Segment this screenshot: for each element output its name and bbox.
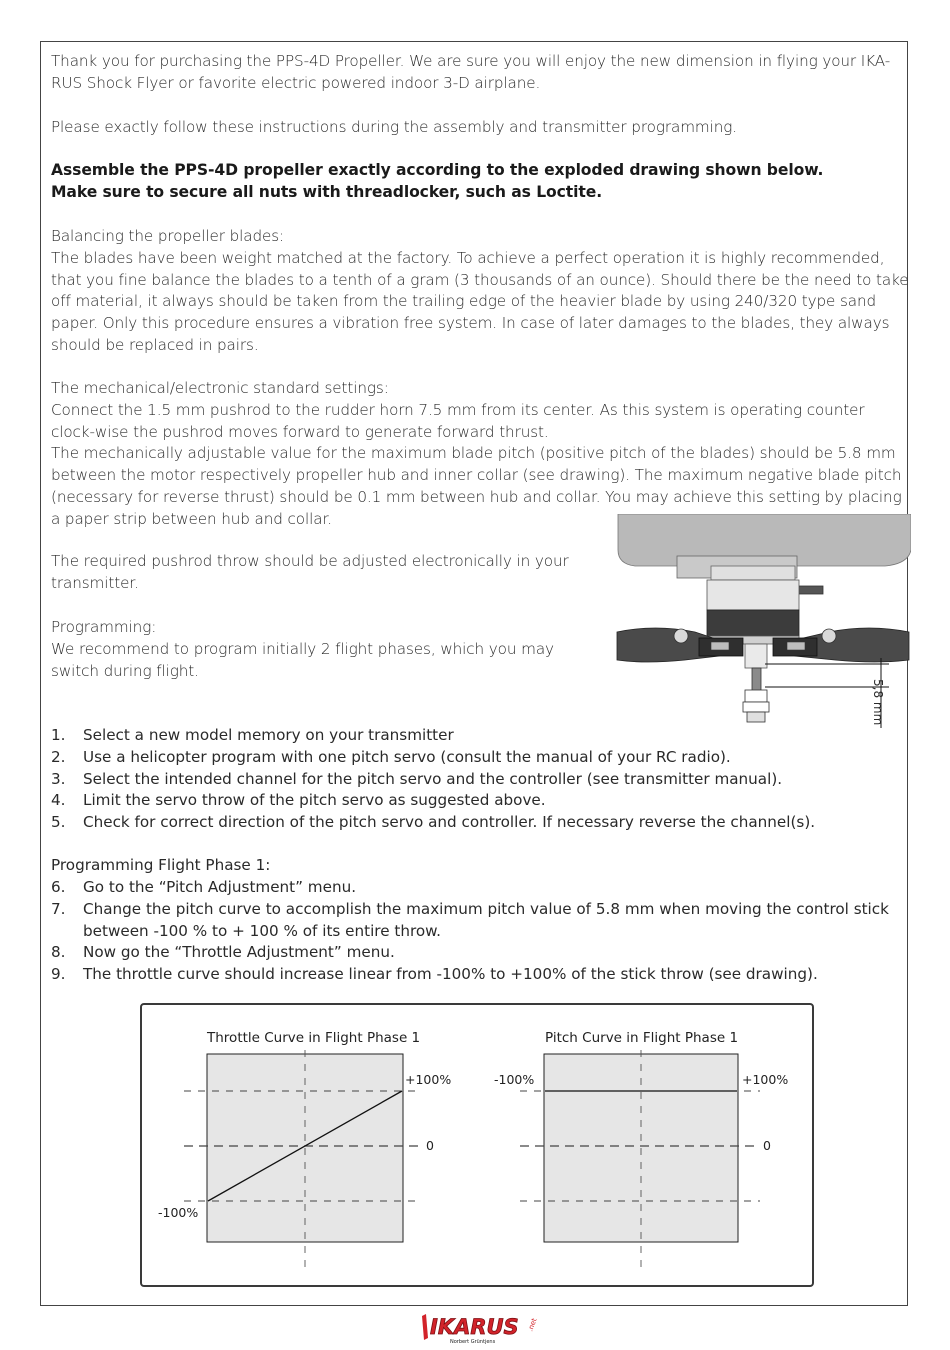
- settings-line1: Connect the 1.5 mm pushrod to the rudder horn 7.5 mm from its center. As this system is operating counter clock-wise the pushrod moves forward to generate forward thrust.: [51, 400, 865, 441]
- list-item: 4. Limit the servo throw of the pitch servo as suggested above.: [51, 791, 546, 810]
- pushrod-throw-text: The required pushrod throw should be adjusted electronically in your transmitter.: [51, 552, 569, 592]
- programming-section: [51, 617, 566, 682]
- instructions-note: [51, 117, 911, 139]
- balancing-heading: Balancing the propeller blades:: [51, 227, 285, 245]
- balancing-section: [51, 226, 911, 357]
- pitch-tick-top-left: -100%: [494, 1072, 535, 1087]
- logo-tagline: Norbert Grüntjens: [450, 1339, 496, 1345]
- list-item: 9. The throttle curve should increase linear from -100% to +100% of the stick throw (see drawing).: [51, 965, 818, 984]
- intro-paragraph: [51, 51, 911, 95]
- settings-heading: The mechanical/electronic standard settings:: [51, 379, 389, 397]
- phase1-steps-list: [51, 877, 911, 986]
- pitch-tick-mid-right: 0: [763, 1138, 771, 1153]
- list-item: 5. Check for correct direction of the pitch servo and controller. If necessary reverse the channel(s).: [51, 813, 816, 832]
- throttle-tick-top-right: +100%: [405, 1072, 452, 1087]
- assembly-warning: [51, 160, 911, 204]
- list-item: 8. Now go the “Throttle Adjustment” menu.: [51, 943, 395, 962]
- dimension-label: 5,8 mm: [871, 679, 885, 726]
- propeller-hub-drawing: [615, 514, 911, 736]
- list-item: 1. Select a new model memory on your transmitter: [51, 726, 454, 744]
- logo-tld: .net: [526, 1317, 539, 1333]
- throttle-tick-mid-right: 0: [426, 1138, 434, 1153]
- intro-text: Thank you for purchasing the PPS-4D Propeller. We are sure you will enjoy the new dimension in flying your IKA-RUS Shock Flyer or favorite electric powered indoor 3-D airplane.: [51, 52, 891, 92]
- throttle-chart-title: Throttle Curve in Flight Phase 1: [207, 1030, 421, 1046]
- balancing-body: The blades have been weight matched at the factory. To achieve a perfect operation it is highly recommended, that you fine balance the blades to a tenth of a gram (3 thousands of an ounce). Should there be the need to take off material, it always should be taken from the trailing edge of the heavier blade by using 240/320 type sand paper. Only this procedure ensures a vibration free system. In case of later damages to the blades, they always should be replaced in pairs.: [51, 248, 909, 354]
- list-item: 2. Use a helicopter program with one pitch servo (consult the manual of your RC radio).: [51, 747, 731, 766]
- settings-line2: The mechanically adjustable value for the maximum blade pitch (positive pitch of the blades) should be 5.8 mm between the motor respectively propeller hub and inner collar (see drawing). The maximum negative blade pitch (necessary for reverse thrust) should be 0.1 mm between hub and collar. You may achieve this setting by placing a paper strip between hub and collar.: [51, 444, 902, 528]
- list-item: 6. Go to the “Pitch Adjustment” menu.: [51, 878, 357, 896]
- programming-body: We recommend to program initially 2 flight phases, which you may switch during flight.: [51, 639, 554, 680]
- list-item: 7. Change the pitch curve to accomplish the maximum pitch value of 5.8 mm when moving the control stick between -100 % to + 100 % of its entire throw.: [51, 899, 889, 940]
- pitch-chart-title: Pitch Curve in Flight Phase 1: [545, 1030, 739, 1046]
- ikarus-logo: [420, 1312, 544, 1346]
- setup-steps-list: [51, 725, 911, 834]
- settings-section: [51, 378, 911, 531]
- list-item: 3. Select the intended channel for the pitch servo and the controller (see transmitter manual).: [51, 769, 783, 788]
- logo-brand-text: IKARUS: [430, 1315, 519, 1339]
- pitch-tick-top-right: +100%: [742, 1072, 789, 1087]
- programming-heading: Programming:: [51, 618, 157, 636]
- throttle-tick-bottom-left: -100%: [158, 1205, 199, 1220]
- pushrod-throw-note: [51, 551, 581, 595]
- phase1-heading: Programming Flight Phase 1:: [51, 856, 271, 874]
- assembly-warning-line2: Make sure to secure all nuts with threadlocker, such as Loctite.: [51, 182, 603, 201]
- assembly-warning-line1: Assemble the PPS-4D propeller exactly according to the exploded drawing shown below.: [51, 161, 824, 179]
- instructions-text: Please exactly follow these instructions during the assembly and transmitter programming.: [51, 118, 737, 136]
